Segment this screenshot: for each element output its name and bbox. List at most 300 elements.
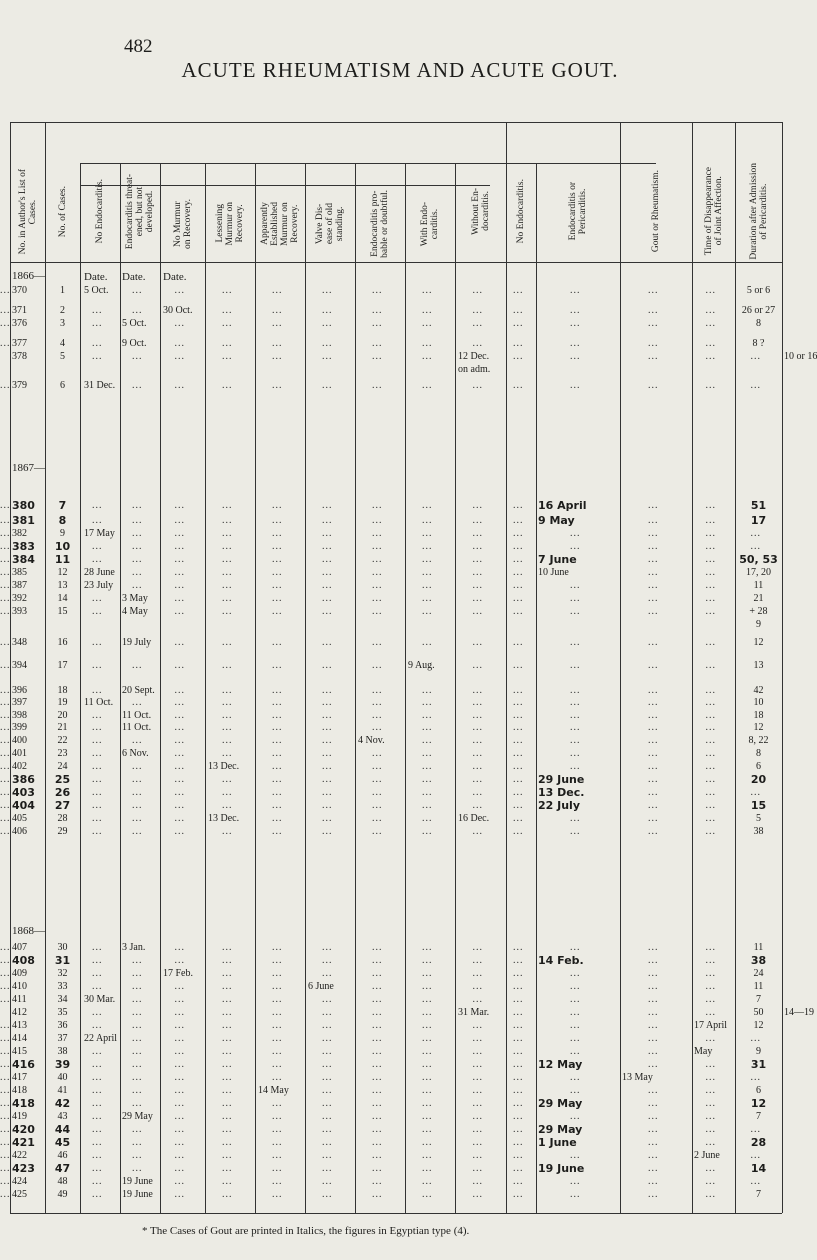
table-cell: ... [322,697,333,708]
table-cell: ... [322,1007,333,1018]
table-cell: ... [513,637,524,648]
table-cell: 17 [750,514,767,527]
table-cell: ... [472,541,483,552]
table-cell: 400 [12,735,27,746]
table-cell: 51 [750,499,767,512]
table-cell: ... [648,813,659,824]
table-cell: 26 [54,786,71,799]
table-cell: ... [322,637,333,648]
table-cell: ... [222,500,233,511]
table-cell: ... [372,500,383,511]
table-cell: ... [272,1033,283,1044]
table-cell: ... [570,318,581,329]
table-cell: ... [92,955,103,966]
table-cell: ... [92,554,103,565]
table-cell: ... [422,955,433,966]
table-cell: ... [705,515,716,526]
table-cell: ... [513,1137,524,1148]
table-cell: 13 May [622,1072,653,1083]
table-cell: ... [0,593,11,604]
table-cell: ... [0,1150,11,1161]
table-cell: ... [0,994,11,1005]
table-cell: 19 June [538,1162,585,1175]
table-cell: ... [570,660,581,671]
table-cell: ... [422,380,433,391]
table-cell: ... [422,968,433,979]
table-cell: 10 or 16 [784,351,817,362]
table-cell: ... [472,338,483,349]
table-cell: ... [472,994,483,1005]
table-cell: 12 [750,1097,767,1110]
table-cell: 407 [12,942,27,953]
table-cell: ... [648,697,659,708]
table-cell: ... [222,722,233,733]
table-cell: ... [372,1085,383,1096]
column-header-text: No Endocarditis. [516,179,526,244]
table-cell: 24 [57,761,68,772]
table-cell: ... [174,541,185,552]
table-cell: 23 July [84,580,114,591]
table-cell: ... [174,1046,185,1057]
table-cell: ... [648,1098,659,1109]
table-cell: ... [472,722,483,733]
table-cell: ... [422,554,433,565]
table-cell: ... [92,735,103,746]
table-cell: ... [513,1007,524,1018]
table-cell: ... [372,968,383,979]
table-cell: ... [513,981,524,992]
table-cell: ... [570,994,581,1005]
table-cell: ... [372,955,383,966]
table-cell: 22 April [84,1033,118,1044]
table-cell: ... [372,1059,383,1070]
table-cell: 402 [12,761,27,772]
table-cell: ... [174,593,185,604]
table-cell: 409 [12,968,27,979]
table-cell: ... [648,1033,659,1044]
table-cell: ... [648,380,659,391]
table-cell: ... [648,800,659,811]
table-cell: ... [648,541,659,552]
table-cell: 19 July [122,637,152,648]
table-cell: 13 Dec. [208,761,240,772]
table-cell: ... [174,787,185,798]
table-cell: ... [372,606,383,617]
table-cell: ... [422,580,433,591]
table-cell: ... [648,826,659,837]
table-cell: 22 [57,735,68,746]
header-rule [160,185,405,186]
table-cell: ... [705,1124,716,1135]
table-cell: ... [472,1124,483,1135]
table-cell: ... [705,981,716,992]
table-cell: ... [322,1124,333,1135]
table-cell: ... [570,1046,581,1057]
table-cell: ... [472,1163,483,1174]
table-cell: 16 Dec. [458,813,490,824]
table-cell: ... [132,826,143,837]
table-cell: ... [372,1163,383,1174]
table-cell: ... [570,981,581,992]
table-cell: ... [174,1176,185,1187]
table-cell: 16 April [538,499,587,512]
table-cell: ... [322,1111,333,1122]
table-cell: ... [0,942,11,953]
table-cell: ... [705,710,716,721]
table-cell: 15 [750,799,767,812]
column-header [536,165,620,258]
table-cell: ... [132,955,143,966]
table-cell: ... [513,761,524,772]
table-cell: ... [322,380,333,391]
table-cell: ... [472,697,483,708]
table-cell: ... [422,981,433,992]
table-cell: ... [272,981,283,992]
table-cell: ... [570,697,581,708]
table-cell: ... [322,955,333,966]
table-cell: 13 [753,660,764,671]
table-cell: ... [322,1085,333,1096]
table-cell: ... [272,1007,283,1018]
table-cell: ... [0,697,11,708]
table-cell: ... [472,968,483,979]
table-cell: ... [322,1098,333,1109]
table-cell: 9 May [538,514,575,527]
table-cell: ... [174,567,185,578]
table-cell: ... [322,580,333,591]
table-cell: ... [92,774,103,785]
table-cell: 6 [756,761,761,772]
table-cell: ... [322,1176,333,1187]
table-cell: ... [705,580,716,591]
table-cell: ... [322,774,333,785]
table-cell: ... [222,515,233,526]
table-cell: 12 [57,567,68,578]
table-cell: ... [705,1137,716,1148]
table-cell: ... [222,660,233,671]
table-cell: ... [705,554,716,565]
table-cell: ... [472,515,483,526]
column-header [506,165,536,258]
table-cell: ... [750,351,761,362]
table-cell: 9 [756,619,761,630]
table-cell: ... [272,1189,283,1200]
table-cell: 5 Oct. [122,318,147,329]
table-cell: ... [472,942,483,953]
table-cell: ... [513,735,524,746]
table-cell: ... [174,1072,185,1083]
table-cell: ... [570,1020,581,1031]
table-cell: ... [422,567,433,578]
table-cell: ... [372,774,383,785]
table-cell: ... [174,800,185,811]
table-cell: ... [513,318,524,329]
table-cell: ... [705,1007,716,1018]
table-cell: ... [648,305,659,316]
table-cell: ... [648,351,659,362]
table-cell: ... [174,735,185,746]
table-cell: ... [322,722,333,733]
table-cell: ... [322,710,333,721]
table-cell: ... [372,1072,383,1083]
table-cell: ... [513,554,524,565]
table-cell: ... [705,685,716,696]
table-cell: ... [422,606,433,617]
table-cell: ... [372,787,383,798]
table-cell: ... [92,685,103,696]
table-cell: ... [705,955,716,966]
table-cell: 29 [57,826,68,837]
table-cell: 12 [753,722,764,733]
table-cell: ... [322,1163,333,1174]
table-cell: ... [272,994,283,1005]
table-cell: 396 [12,685,27,696]
table-cell: ... [174,1124,185,1135]
table-cell: 30 Oct. [163,305,193,316]
column-header-text: Lessening Murmur on Recovery. [215,202,245,246]
table-cell: ... [322,528,333,539]
table-cell: ... [0,285,11,296]
table-cell: ... [372,748,383,759]
table-cell: ... [322,942,333,953]
table-cell: ... [92,541,103,552]
table-cell: ... [513,528,524,539]
table-cell: ... [513,1124,524,1135]
table-cell: 48 [57,1176,68,1187]
table-cell: ... [372,1150,383,1161]
column-rule [205,163,206,1213]
table-cell: ... [513,813,524,824]
table-cell: 29 May [538,1097,583,1110]
table-cell: ... [92,968,103,979]
table-cell: ... [174,338,185,349]
table-cell: ... [513,1033,524,1044]
table-cell: ... [0,580,11,591]
table-cell: 28 [750,1136,767,1149]
table-cell: ... [513,541,524,552]
table-cell: 20 Sept. [122,685,155,696]
table-cell: ... [92,981,103,992]
table-cell: ... [570,1085,581,1096]
table-cell: ... [222,800,233,811]
table-cell: ... [422,1189,433,1200]
table-cell: ... [372,593,383,604]
table-cell: 18 [753,710,764,721]
table-cell: 6 June [308,981,334,992]
table-cell: ... [174,761,185,772]
table-cell: ... [472,1189,483,1200]
table-cell: ... [750,380,761,391]
table-cell: ... [648,500,659,511]
table-cell: ... [222,994,233,1005]
column-rule [620,122,621,1213]
table-cell: 27 [54,799,71,812]
table-cell: ... [222,567,233,578]
column-header-text: Endocarditis pro- bable or doubtful. [370,190,390,258]
table-cell: ... [222,593,233,604]
table-cell: ... [272,685,283,696]
table-cell: ... [322,541,333,552]
table-cell: 38 [753,826,764,837]
table-cell: ... [132,500,143,511]
table-cell: ... [0,761,11,772]
table-cell: ... [422,761,433,772]
table-cell: 28 June [84,567,115,578]
table-cell: ... [648,761,659,772]
table-cell: ... [132,554,143,565]
table-cell: ... [272,787,283,798]
table-cell: 31 [750,1058,767,1071]
table-cell: ... [92,1124,103,1135]
table-cell: ... [372,541,383,552]
table-cell: ... [513,800,524,811]
table-cell: ... [372,813,383,824]
table-cell: ... [648,942,659,953]
table-cell: ... [272,761,283,772]
column-header-text: Valve Dis- ease of old standing. [315,203,345,245]
table-cell: ... [472,1111,483,1122]
table-cell: ... [0,1176,11,1187]
table-cell: ... [272,968,283,979]
column-header [205,190,255,258]
table-cell: 403 [12,786,35,799]
table-cell: ... [174,660,185,671]
table-cell: 412 [12,1007,27,1018]
table-cell: ... [0,1137,11,1148]
table-cell: ... [372,800,383,811]
table-cell: ... [513,774,524,785]
table-cell: ... [0,774,11,785]
table-cell: ... [0,1163,11,1174]
table-cell: ... [0,606,11,617]
table-cell: ... [0,318,11,329]
table-cell: ... [272,1137,283,1148]
table-cell: ... [513,606,524,617]
table-cell: 5 or 6 [746,285,771,296]
table-cell: 4 May [122,606,148,617]
table-cell: ... [322,1137,333,1148]
table-cell: 19 June [122,1176,153,1187]
table-cell: ... [472,660,483,671]
table-cell: ... [372,528,383,539]
table-cell: ... [422,994,433,1005]
table-cell: ... [372,942,383,953]
table-cell: ... [705,748,716,759]
table-cell: ... [132,580,143,591]
column-header-text: Gout or Rheumatism. [651,170,661,253]
table-cell: ... [705,1059,716,1070]
table-cell: ... [0,338,11,349]
table-cell: ... [422,1163,433,1174]
table-cell: ... [472,1046,483,1057]
table-cell: ... [648,1085,659,1096]
table-cell: ... [513,580,524,591]
table-cell: 29 June [538,773,585,786]
column-rule [355,163,356,1213]
table-cell: ... [705,528,716,539]
table-cell: ... [372,761,383,772]
table-cell: 26 or 27 [741,305,776,316]
table-cell: ... [648,554,659,565]
table-cell: 15 [57,606,68,617]
table-cell: ... [513,380,524,391]
table-cell: ... [222,942,233,953]
date-label: Date. [122,271,146,283]
table-cell: ... [322,305,333,316]
table-cell: ... [750,541,761,552]
table-cell: ... [648,1124,659,1135]
table-cell: ... [513,787,524,798]
table-cell: ... [422,1085,433,1096]
table-cell: ... [705,1033,716,1044]
table-cell: ... [705,318,716,329]
table-cell: ... [472,1098,483,1109]
table-cell: ... [0,1111,11,1122]
table-cell: ... [322,968,333,979]
table-cell: ... [570,722,581,733]
table-cell: ... [322,318,333,329]
table-cell: ... [222,1046,233,1057]
table-cell: 11 [753,580,764,591]
table-cell: ... [222,541,233,552]
table-cell: ... [272,735,283,746]
column-rule [405,163,406,1213]
table-cell: 47 [54,1162,71,1175]
table-cell: ... [132,1137,143,1148]
table-cell: 4 Nov. [358,735,385,746]
table-cell: ... [513,748,524,759]
table-cell: ... [705,774,716,785]
table-cell: ... [705,593,716,604]
table-cell: ... [132,1098,143,1109]
table-cell: ... [92,748,103,759]
table-cell: ... [272,338,283,349]
table-cell: ... [322,1072,333,1083]
table-cell: ... [132,285,143,296]
table-cell: ... [422,515,433,526]
table-cell: 421 [12,1136,35,1149]
column-header [10,165,45,258]
table-cell: ... [513,305,524,316]
table-cell: 406 [12,826,27,837]
table-cell: ... [132,1124,143,1135]
table-cell: ... [174,351,185,362]
table-cell: ... [570,1150,581,1161]
table-cell: 20 [750,773,767,786]
table-cell: ... [750,1072,761,1083]
table-cell: ... [92,1163,103,1174]
table-cell: ... [372,380,383,391]
table-cell: ... [705,285,716,296]
table-cell: ... [0,813,11,824]
table-cell: ... [648,285,659,296]
table-cell: ... [648,968,659,979]
table-cell: ... [272,515,283,526]
table-cell: ... [0,1033,11,1044]
page-title: ACUTE RHEUMATISM AND ACUTE GOUT. [181,58,619,82]
table-cell: ... [222,1059,233,1070]
table-cell: ... [570,305,581,316]
table-cell: ... [132,1033,143,1044]
table-cell: ... [272,528,283,539]
table-cell: 11 [54,553,71,566]
table-cell: ... [513,710,524,721]
table-cell: ... [705,1163,716,1174]
table-cell: ... [0,787,11,798]
column-header [692,165,735,258]
table-cell: ... [513,351,524,362]
table-cell: 370 [12,285,27,296]
